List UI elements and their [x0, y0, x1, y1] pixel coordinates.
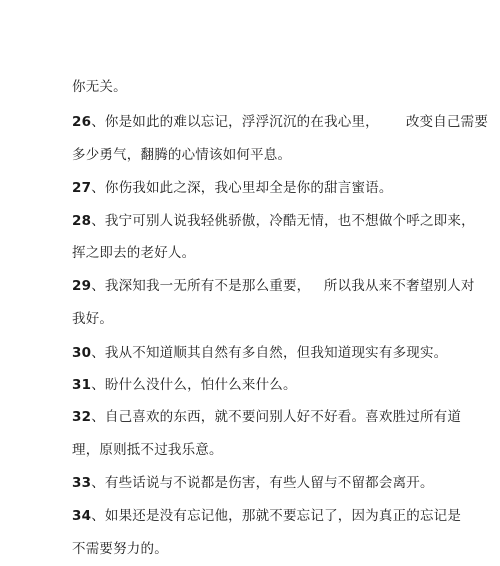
item-number: 29 — [72, 278, 92, 294]
item-number: 30 — [72, 345, 92, 361]
text-line — [72, 344, 447, 362]
item-number: 27 — [72, 180, 92, 196]
line-text: 多少勇气，翻腾的心情该如何平息。 — [72, 147, 292, 163]
text-line — [72, 113, 488, 131]
line-text: 不需要努力的。 — [72, 541, 168, 557]
text-line — [72, 408, 461, 426]
line-text: 你无关。 — [72, 79, 127, 95]
text-line — [72, 507, 461, 525]
text-line — [72, 474, 434, 492]
line-text: 、你是如此的难以忘记，浮浮沉沉的在我心里， 改变自己需要 — [91, 114, 489, 130]
item-number: 26 — [72, 114, 92, 130]
line-text: 、盼什么没什么，怕什么来什么。 — [91, 377, 297, 393]
text-line — [72, 441, 223, 459]
line-text: 、你伤我如此之深，我心里却全是你的甜言蜜语。 — [91, 180, 393, 196]
line-text: 挥之即去的老好人。 — [72, 245, 196, 261]
item-number: 34 — [72, 508, 92, 524]
text-line — [72, 146, 291, 164]
line-text: 、自己喜欢的东西，就不要问别人好不好看。喜欢胜过所有道 — [91, 409, 462, 425]
line-text: 理，原则抵不过我乐意。 — [72, 442, 223, 458]
item-number: 32 — [72, 409, 92, 425]
text-line — [72, 212, 475, 230]
line-text: 我好。 — [72, 311, 114, 327]
line-text: 、我宁可别人说我轻佻骄傲，冷酷无情，也不想做个呼之即来， — [91, 213, 475, 229]
text-line — [72, 376, 297, 394]
text-line — [72, 179, 393, 197]
item-number: 28 — [72, 213, 92, 229]
text-line — [72, 244, 195, 262]
item-number: 33 — [72, 475, 92, 491]
text-line — [72, 310, 113, 328]
text-line — [72, 540, 168, 558]
text-line — [72, 78, 127, 96]
line-text: 、有些话说与不说都是伤害，有些人留与不留都会离开。 — [91, 475, 434, 491]
item-number: 31 — [72, 377, 92, 393]
text-line — [72, 277, 475, 295]
line-text: 、如果还是没有忘记他，那就不要忘记了，因为真正的忘记是 — [91, 508, 462, 524]
line-text: 、我从不知道顺其自然有多自然，但我知道现实有多现实。 — [91, 345, 448, 361]
line-text: 、我深知我一无所有不是那么重要， 所以我从来不奢望别人对 — [91, 278, 475, 294]
